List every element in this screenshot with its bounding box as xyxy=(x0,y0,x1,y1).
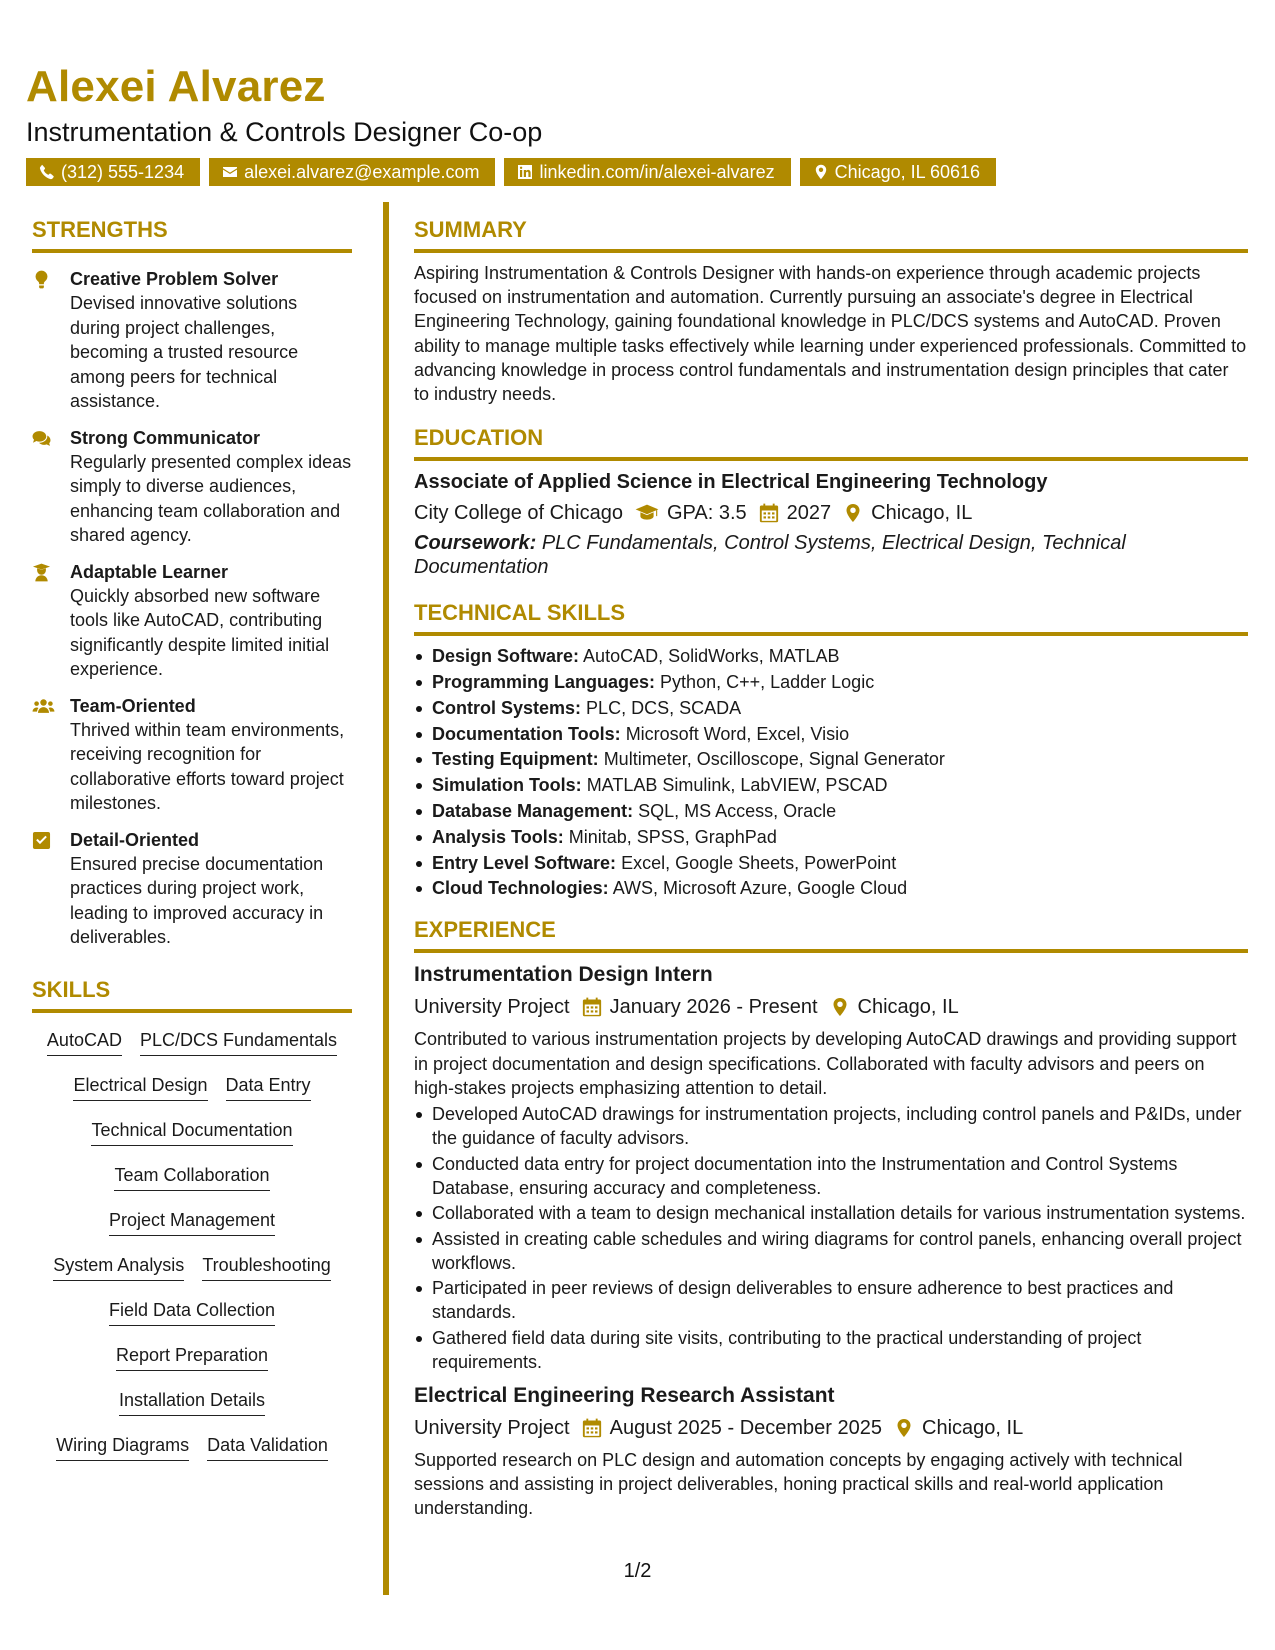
skill-label: Documentation Tools: xyxy=(432,723,621,744)
skill-tag: Installation Details xyxy=(119,1388,265,1416)
skill-tag: Project Management xyxy=(109,1208,275,1236)
calendar-icon xyxy=(759,503,779,523)
skill-tag: Technical Documentation xyxy=(91,1118,292,1146)
skill-value: Python, C++, Ladder Logic xyxy=(660,672,875,693)
check-square-icon xyxy=(32,831,51,850)
lightbulb-icon xyxy=(32,270,51,289)
right-column xyxy=(414,216,1248,1520)
resume-header xyxy=(26,60,1256,186)
coursework xyxy=(414,531,1248,579)
skill-tag: Report Preparation xyxy=(116,1343,268,1371)
envelope-icon xyxy=(222,164,238,180)
list-item: Participated in peer reviews of design deliverables to ensure adherence to best practices and standards. xyxy=(414,1276,1248,1324)
school-name: City College of Chicago xyxy=(414,502,623,525)
job-location: Chicago, IL xyxy=(922,1416,1024,1439)
strength-item xyxy=(32,426,352,548)
list-item xyxy=(414,644,1248,668)
location-text: Chicago, IL 60616 xyxy=(834,162,981,182)
job-entry xyxy=(414,1382,1248,1521)
degree-title: Associate of Applied Science in Electrical Engineering Technology xyxy=(414,471,1048,494)
skill-tag: System Analysis xyxy=(53,1253,184,1281)
strength-title: Team-Oriented xyxy=(70,695,196,716)
skill-tag: Team Collaboration xyxy=(114,1163,269,1191)
calendar-icon xyxy=(582,997,602,1017)
contact-bar xyxy=(26,158,1256,186)
skill-tag: Electrical Design xyxy=(73,1073,207,1101)
calendar-icon xyxy=(582,1418,602,1438)
skill-label: Analysis Tools: xyxy=(432,826,564,847)
map-pin-icon xyxy=(830,997,850,1017)
comments-icon xyxy=(32,429,51,448)
skill-value: PLC, DCS, SCADA xyxy=(586,697,742,718)
skill-label: Simulation Tools: xyxy=(432,775,582,796)
skill-label: Programming Languages: xyxy=(432,672,656,693)
contact-email[interactable] xyxy=(209,158,495,186)
users-icon xyxy=(32,697,55,716)
skill-label: Control Systems: xyxy=(432,697,582,718)
job-location: Chicago, IL xyxy=(857,996,959,1019)
skill-value: AutoCAD, SolidWorks, MATLAB xyxy=(583,646,840,667)
skill-value: Minitab, SPSS, GraphPad xyxy=(568,826,777,847)
education-heading: EDUCATION xyxy=(414,424,1248,461)
list-item xyxy=(414,825,1248,849)
strength-desc: Devised innovative solutions during project challenges, becoming a trusted resource among peers for technical assistance. xyxy=(70,293,299,411)
job-description: Contributed to various instrumentation projects by developing AutoCAD drawings and providing support in project documentation and design specifications. Collaborated with faculty advisors and peers on high-stakes projects emphasizing attention to detail. xyxy=(414,1029,1237,1098)
job-description: Supported research on PLC design and automation concepts by engaging actively with technical sessions and assisting in project deliverables, honing practical skills and real-world application understanding. xyxy=(414,1449,1183,1518)
graduation-year: 2027 xyxy=(786,502,832,525)
linkedin-icon xyxy=(517,164,533,180)
list-item xyxy=(414,773,1248,797)
coursework-list: PLC Fundamentals, Control Systems, Electrical Design, Technical Documentation xyxy=(414,532,1126,579)
graduate-icon xyxy=(32,563,51,582)
phone-text: (312) 555-1234 xyxy=(61,162,185,182)
candidate-title: Instrumentation & Controls Designer Co-op xyxy=(26,117,543,147)
summary-text: Aspiring Instrumentation & Controls Designer with hands-on experience through academic projects focused on instrumentation and automation. Currently pursuing an associate's degree in Electrical Engineering Technology, gaining foundational knowledge in PLC/DCS systems and AutoCAD. Proven ability to manage multiple tasks effectively while learning under experienced professionals. Committed to advancing knowledge in process control fundamentals and instrumentation design principles that cater to industry needs. xyxy=(414,263,1247,405)
skills-section xyxy=(32,976,352,1473)
strength-desc: Quickly absorbed new software tools like AutoCAD, contributing significantly despite limited initial experience. xyxy=(70,585,330,679)
strength-item xyxy=(32,694,352,816)
list-item: Collaborated with a team to design mechanical installation details for various instrumentation systems. xyxy=(414,1201,1248,1225)
list-item: Conducted data entry for project documentation into the Instrumentation and Control Systems Database, ensuring accuracy and completeness. xyxy=(414,1152,1248,1200)
skill-label: Database Management: xyxy=(432,801,634,821)
graduation-cap-icon xyxy=(635,503,659,523)
job-bullets xyxy=(414,1102,1248,1374)
skill-value: Microsoft Word, Excel, Visio xyxy=(625,723,850,744)
skill-label: Design Software: xyxy=(432,646,580,667)
skill-tag: Troubleshooting xyxy=(202,1253,330,1281)
strengths-heading: STRENGTHS xyxy=(32,216,352,253)
contact-location xyxy=(800,158,996,186)
technical-skills-heading: TECHNICAL SKILLS xyxy=(414,599,1248,636)
contact-linkedin[interactable] xyxy=(504,158,790,186)
list-item xyxy=(414,696,1248,720)
job-entry xyxy=(414,961,1248,1373)
list-item xyxy=(414,851,1248,875)
page-number: 1/2 xyxy=(623,1560,652,1582)
strength-desc: Thrived within team environments, receiving recognition for collaborative efforts toward project milestones. xyxy=(70,719,345,813)
job-dates: August 2025 - December 2025 xyxy=(609,1416,883,1439)
email-text: alexei.alvarez@example.com xyxy=(244,162,480,182)
strength-desc: Ensured precise documentation practices during project work, leading to improved accuracy in deliverables. xyxy=(70,853,324,947)
list-item xyxy=(414,747,1248,771)
skill-value: Excel, Google Sheets, PowerPoint xyxy=(621,852,897,873)
job-dates: January 2026 - Present xyxy=(609,996,818,1019)
map-pin-icon xyxy=(813,164,829,180)
map-pin-icon xyxy=(843,503,863,523)
skill-tag: Wiring Diagrams xyxy=(56,1433,189,1461)
skill-value: Multimeter, Oscilloscope, Signal Generator xyxy=(603,749,945,770)
map-pin-icon xyxy=(894,1418,914,1438)
technical-skills-list xyxy=(414,644,1248,900)
list-item: Developed AutoCAD drawings for instrumentation projects, including control panels and P&IDs, under the guidance of faculty advisors. xyxy=(414,1102,1248,1150)
job-title: Instrumentation Design Intern xyxy=(414,963,713,987)
summary-heading: SUMMARY xyxy=(414,216,1248,253)
strength-title: Creative Problem Solver xyxy=(70,269,279,289)
skill-label: Entry Level Software: xyxy=(432,852,617,873)
strength-item xyxy=(32,828,352,950)
skill-tag: Data Validation xyxy=(207,1433,328,1461)
candidate-name: Alexei Alvarez xyxy=(26,62,326,111)
column-divider xyxy=(383,202,389,1595)
skill-label: Testing Equipment: xyxy=(432,749,599,770)
skills-heading: SKILLS xyxy=(32,976,352,1013)
job-org: University Project xyxy=(414,1416,570,1439)
skills-list xyxy=(32,1023,352,1473)
list-item: Assisted in creating cable schedules and wiring diagrams for control panels, enhancing overall project workflows. xyxy=(414,1227,1248,1275)
school-location: Chicago, IL xyxy=(871,502,973,525)
strength-desc: Regularly presented complex ideas simply to diverse audiences, enhancing team collaboration and shared agency. xyxy=(70,451,352,545)
skill-value: MATLAB Simulink, LabVIEW, PSCAD xyxy=(586,775,888,796)
contact-phone[interactable] xyxy=(26,158,200,186)
strength-item xyxy=(32,267,352,414)
skill-value: AWS, Microsoft Azure, Google Cloud xyxy=(612,878,908,899)
strength-item xyxy=(32,560,352,682)
list-item xyxy=(414,876,1248,900)
coursework-label: Coursework: xyxy=(414,532,537,555)
list-item: Gathered field data during site visits, contributing to the practical understanding of project requirements. xyxy=(414,1326,1248,1374)
strength-title: Detail-Oriented xyxy=(70,829,200,850)
list-item xyxy=(414,670,1248,694)
job-org: University Project xyxy=(414,996,570,1019)
job-title: Electrical Engineering Research Assistant xyxy=(414,1383,835,1407)
linkedin-text: linkedin.com/in/alexei-alvarez xyxy=(539,162,775,182)
skill-tag: Field Data Collection xyxy=(109,1298,275,1326)
education-meta xyxy=(414,499,1248,527)
job-meta xyxy=(414,993,1248,1021)
phone-icon xyxy=(39,164,55,180)
experience-heading: EXPERIENCE xyxy=(414,916,1248,953)
left-column xyxy=(32,216,352,1473)
gpa: GPA: 3.5 xyxy=(667,502,747,525)
skill-value: SQL, MS Access, Oracle xyxy=(638,801,837,821)
list-item xyxy=(414,799,1248,823)
skill-tag: AutoCAD xyxy=(47,1028,122,1056)
skill-tag: Data Entry xyxy=(226,1073,311,1101)
strength-title: Strong Communicator xyxy=(70,427,261,448)
strength-title: Adaptable Learner xyxy=(70,561,229,582)
list-item xyxy=(414,722,1248,746)
skill-label: Cloud Technologies: xyxy=(432,878,609,899)
job-meta xyxy=(414,1414,1248,1442)
skill-tag: PLC/DCS Fundamentals xyxy=(140,1028,337,1056)
